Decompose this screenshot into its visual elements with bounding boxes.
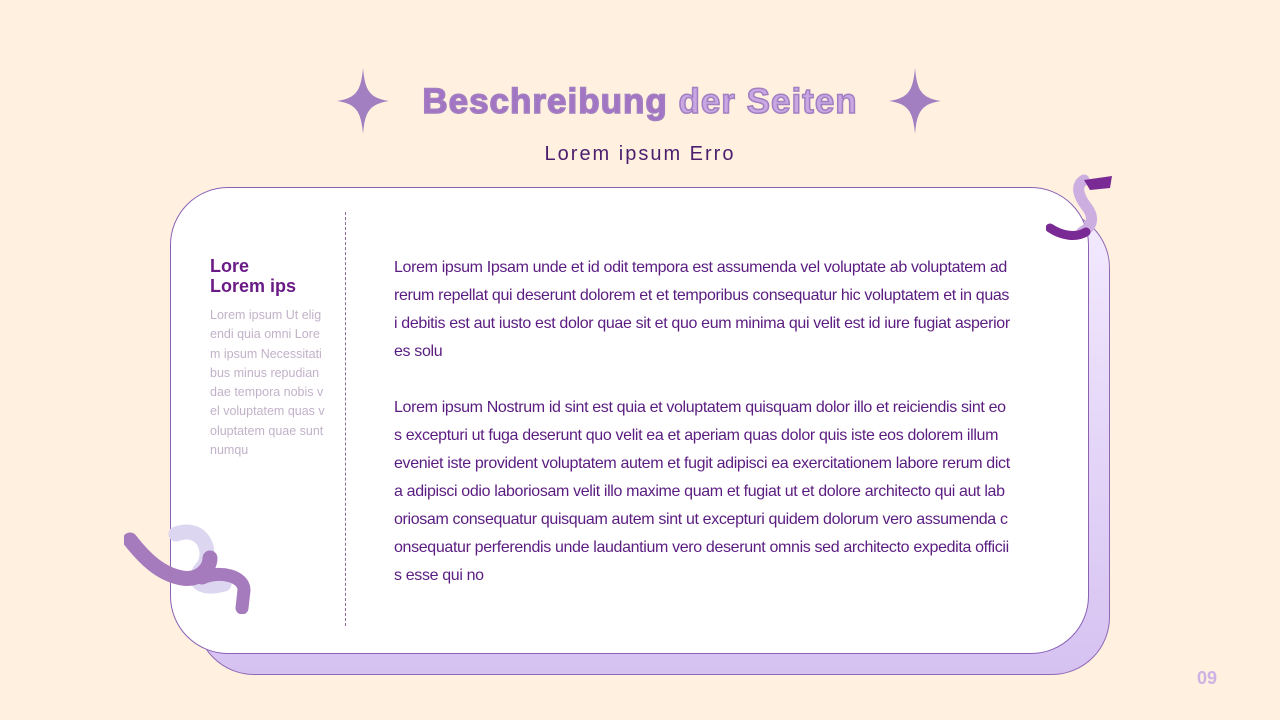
page-title (0, 82, 1280, 122)
sidebar-heading-line-2: Lorem ips (210, 276, 297, 296)
paragraph-1: Lorem ipsum Ipsam unde et id odit tempora est assumenda vel voluptate ab voluptatem ad rerum repellat qui deserunt dolorem et et temporibus consequatur hic voluptatem et in quasi debitis est aut iusto est dolor quae sit et quo eum minima qui velit est id iure fugiat asperiores solu (394, 259, 1010, 360)
subtitle: Lorem ipsum Erro (544, 143, 736, 165)
ribbon-decoration (124, 524, 254, 614)
page-number: 09 (1196, 668, 1218, 688)
divider (345, 212, 346, 626)
title-part-1: Beschreibung (422, 82, 668, 121)
sparkle-icon (889, 68, 941, 134)
title-part-2: der Seiten (667, 82, 858, 121)
paragraph-2: Lorem ipsum Nostrum id sint est quia et voluptatem quisquam dolor illo et reiciendis sint eos excepturi ut fuga deserunt quo velit ea et aperiam quas dolor quis iste eos dolorem illum eveniet iste provident voluptatem autem et fugit adipisci ea exercitationem labore rerum dicta adipisci odio laboriosam velit illo maxime quam et fugiat ut et dolore architecto qui aut laboriosam consequatur quisquam autem sint ut excepturi quidem dolorum vero assumenda consequatur perferendis unde laudantium vero deserunt omnis sed architecto expedita officiis esse qui no (394, 399, 1010, 584)
sidebar-heading-line-1: Lore (210, 256, 250, 276)
sidebar-heading (210, 256, 340, 296)
main-text (394, 254, 1010, 618)
title-row (0, 62, 1280, 146)
ribbon-decoration (1046, 172, 1120, 246)
sidebar-body: Lorem ipsum Ut eligendi quia omni Lorem ipsum Necessitatibus minus repudiandae tempora nobis vel voluptatem quas voluptatem quae sunt numqu (210, 308, 325, 458)
